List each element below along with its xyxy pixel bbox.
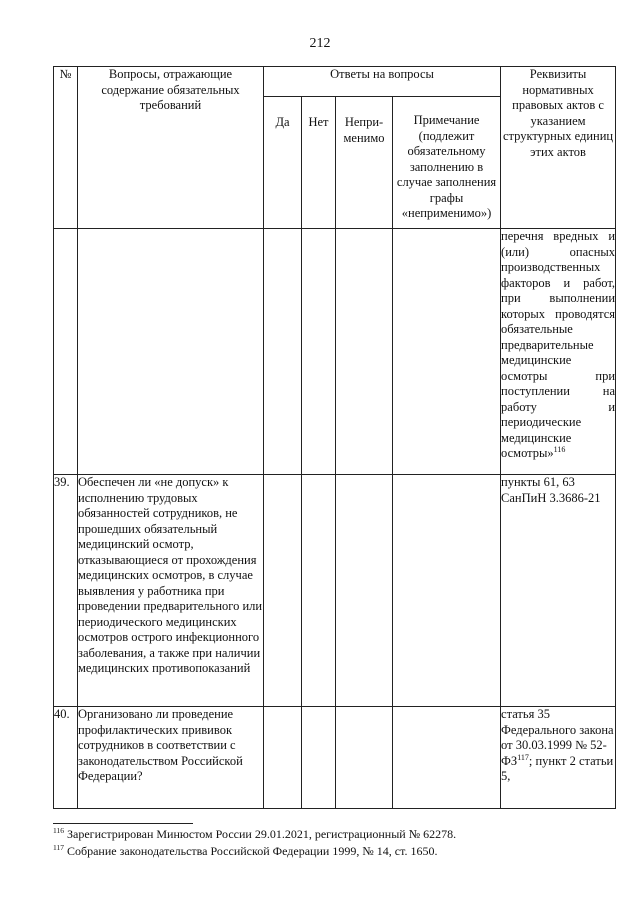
- header-question: Вопросы, отражающие содержание обязательных требований: [78, 67, 264, 229]
- footnote-mark: 117: [53, 843, 64, 852]
- answer-na-cell[interactable]: [336, 475, 393, 707]
- requisites-tail: ; пункт 2 статьи 5,: [501, 753, 614, 783]
- row-question: [78, 229, 264, 475]
- answer-na-cell[interactable]: [336, 707, 393, 809]
- row-number: 40.: [54, 707, 78, 809]
- row-requisites: пункты 61, 63 СанПиН 3.3686-21: [501, 475, 616, 707]
- footnote-mark: 116: [53, 826, 64, 835]
- note-cell[interactable]: [393, 475, 501, 707]
- footnotes: [53, 826, 623, 860]
- answer-yes-cell[interactable]: [264, 229, 302, 475]
- header-no: Нет: [302, 97, 336, 229]
- header-yes: Да: [264, 97, 302, 229]
- row-number: 39.: [54, 475, 78, 707]
- header-num: №: [54, 67, 78, 229]
- footnote-item: [53, 826, 623, 843]
- answer-yes-cell[interactable]: [264, 475, 302, 707]
- requisites-text: перечня вредных и (или) опасных производственных факторов и работ, при выполнении которых проводятся обязательные предварительные медицинские осмотры при поступлении на работу и периодические медицинские осмотры»: [501, 229, 616, 460]
- row-question: Обеспечен ли «не допуск» к исполнению трудовых обязанностей сотрудников, не прошедших обязательный медицинский осмотр, отказывающиеся от прохождения медицинских осмотров, в случае выявления у работника при проведении предварительного или периодического медицинских осмотров острого инфекционного заболевания, а также при наличии медицинских противопоказаний: [78, 475, 264, 707]
- footnote-text: Зарегистрирован Минюстом России 29.01.2021, регистрационный № 62278.: [66, 827, 457, 841]
- answer-no-cell[interactable]: [302, 707, 336, 809]
- header-requisites: Реквизиты нормативных правовых актов с указанием структурных единиц этих актов: [501, 67, 616, 229]
- table-row: [54, 707, 616, 809]
- row-requisites: [501, 707, 616, 809]
- footnote-divider: [53, 823, 193, 824]
- answer-no-cell[interactable]: [302, 229, 336, 475]
- requirements-table: [53, 66, 616, 809]
- note-cell[interactable]: [393, 707, 501, 809]
- page-number: 212: [309, 36, 331, 51]
- table-row: [54, 475, 616, 707]
- header-row-1: [54, 67, 616, 97]
- requisites-text: статья 35 Федерального закона от 30.03.1999 № 52-ФЗ: [501, 707, 614, 768]
- header-note: Примечание (подлежит обязательному заполнению в случае заполнения графы «неприменимо»): [393, 97, 501, 229]
- footnote-text: Собрание законодательства Российской Федерации 1999, № 14, ст. 1650.: [66, 844, 438, 858]
- footnote-ref: 116: [553, 444, 566, 454]
- answer-no-cell[interactable]: [302, 475, 336, 707]
- footnote-item: [53, 843, 623, 860]
- row-requisites: [501, 229, 616, 475]
- answer-yes-cell[interactable]: [264, 707, 302, 809]
- table-row: [54, 229, 616, 475]
- row-number: [54, 229, 78, 475]
- note-cell[interactable]: [393, 229, 501, 475]
- answer-na-cell[interactable]: [336, 229, 393, 475]
- footnote-ref: 117: [517, 752, 529, 762]
- header-na: Непри-менимо: [336, 97, 393, 229]
- header-answers-group: Ответы на вопросы: [264, 67, 501, 97]
- row-question: Организовано ли проведение профилактических прививок сотрудников в соответствии с законодательством Российской Федерации?: [78, 707, 264, 809]
